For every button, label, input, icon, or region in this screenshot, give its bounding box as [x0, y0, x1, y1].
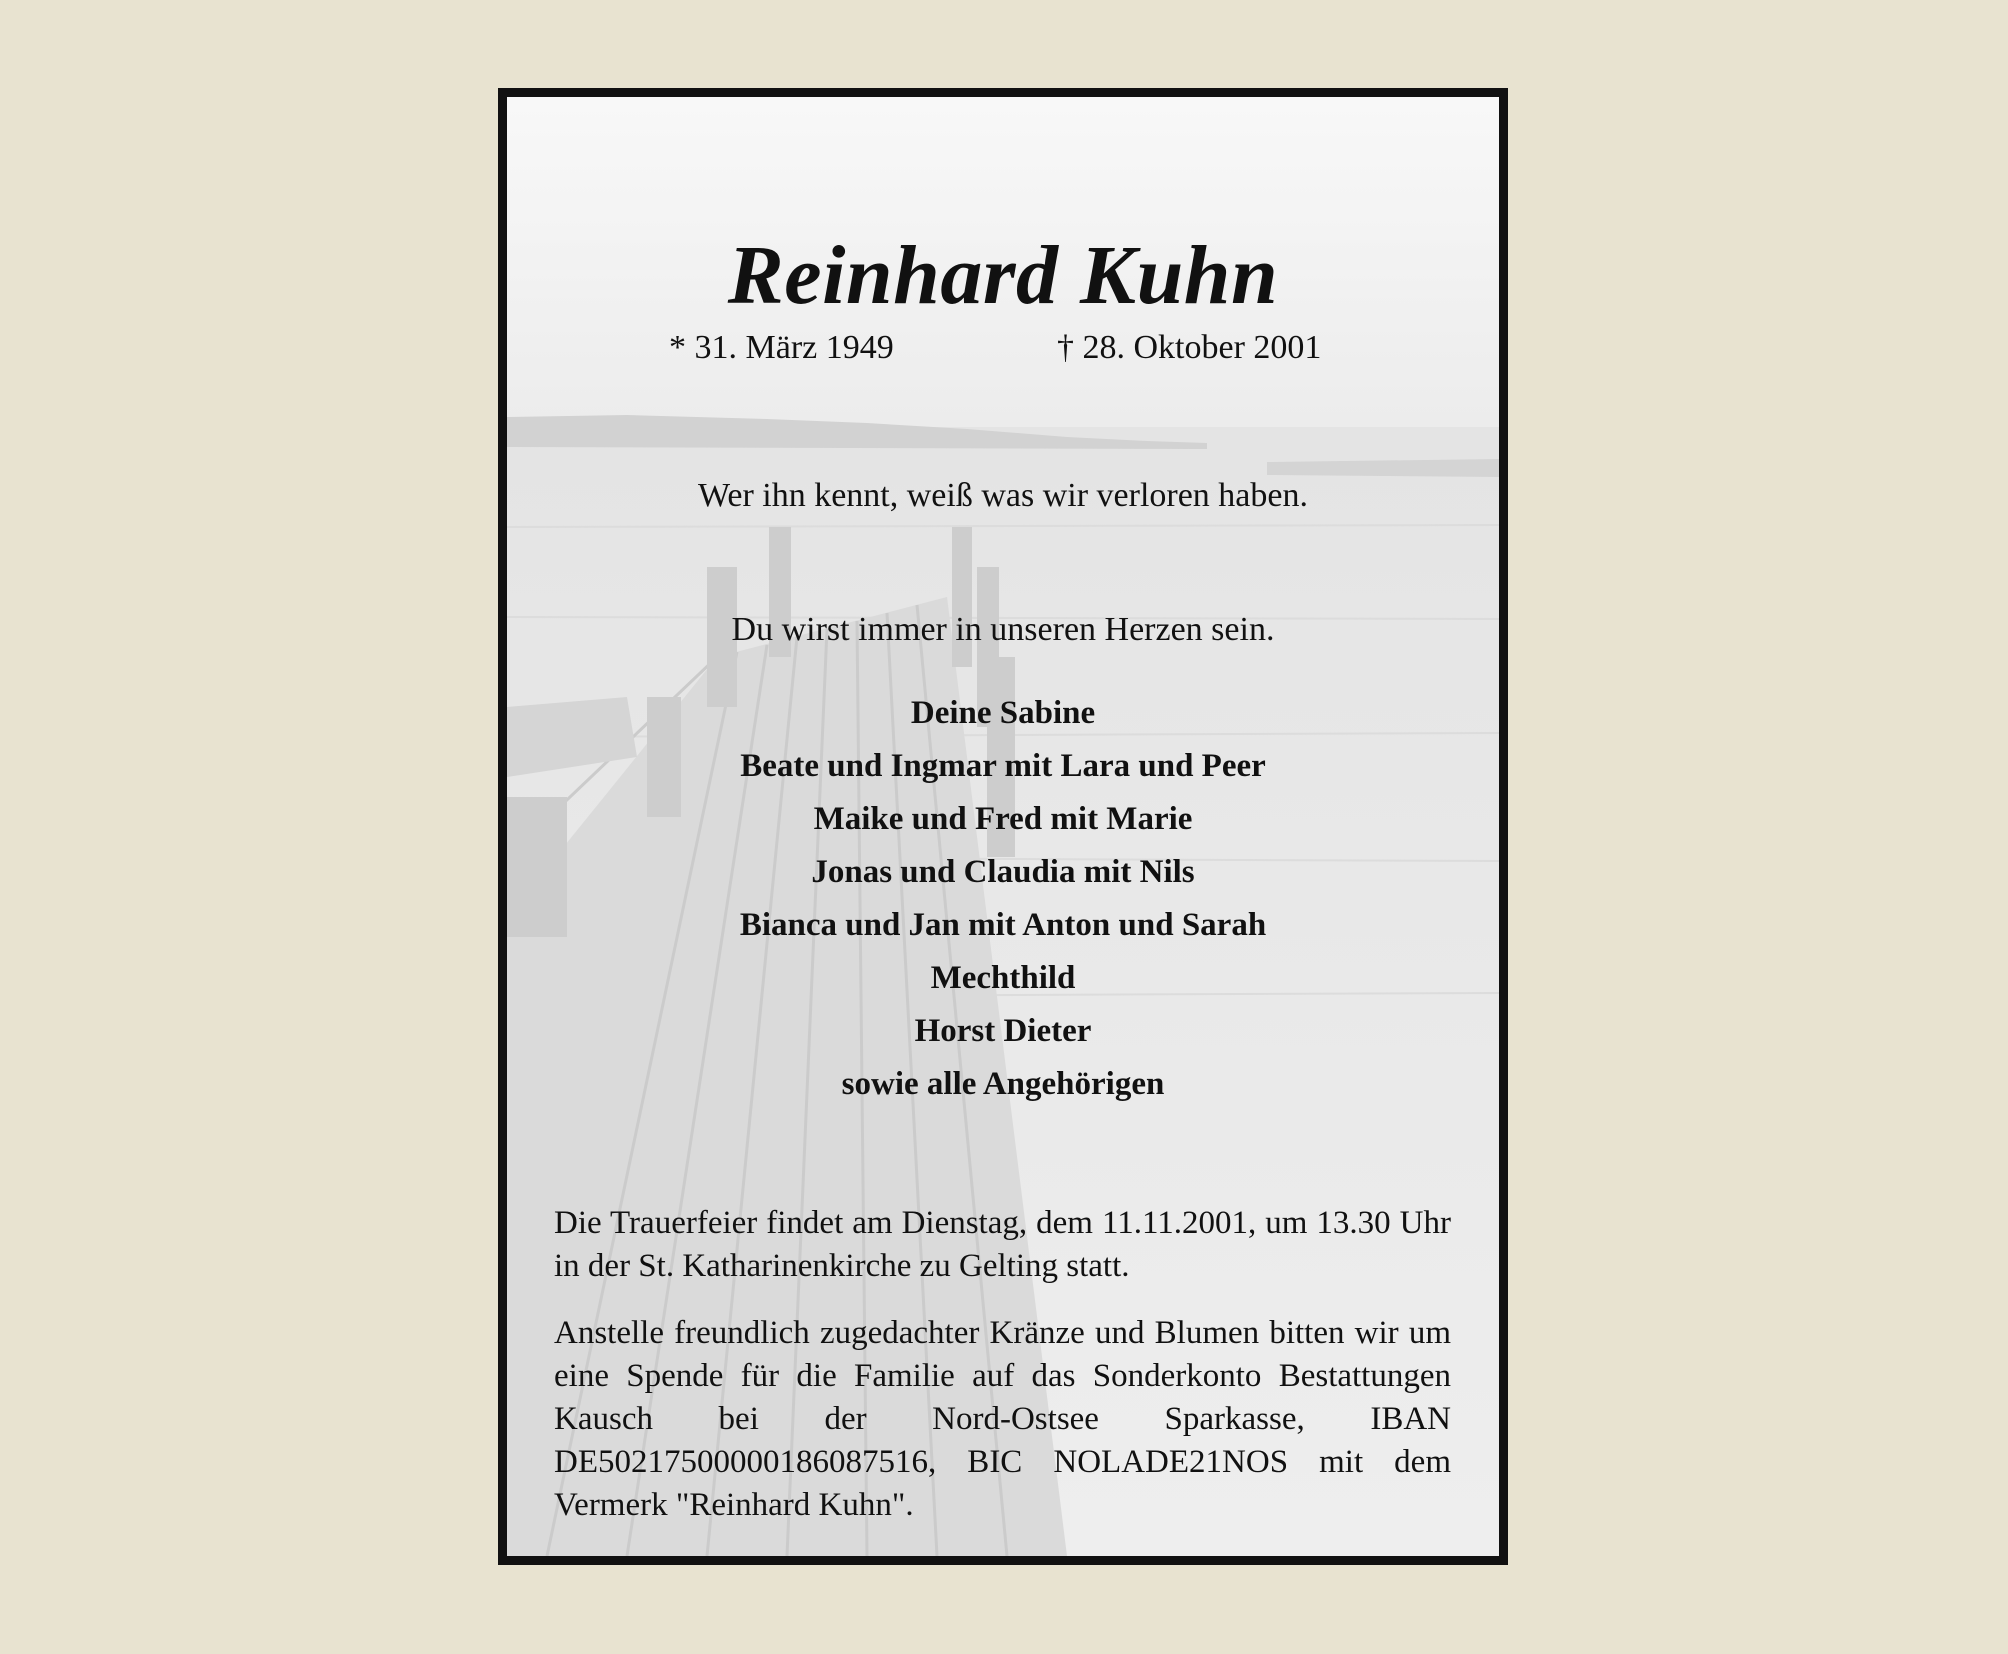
- memorial-quote: Wer ihn kennt, weiß was wir verloren haben.: [697, 477, 1308, 514]
- donation-text: Anstelle freundlich zugedachter Kränze und Blumen bitten wir um eine Spende für die Familie auf das Sonderkonto Bestattungen Kausch bei der Nord-Ostsee Sparkasse, IBAN DE50217500000186087516, BIC NOLADE21NOS mit dem Vermerk "Reinhard Kuhn".: [554, 1315, 1451, 1523]
- death-date: † 28. Oktober 2001: [1057, 329, 1322, 366]
- family-member: Jonas und Claudia mit Nils: [811, 854, 1195, 890]
- obituary-card: [498, 88, 1508, 1565]
- family-member: Beate und Ingmar mit Lara und Peer: [740, 748, 1266, 784]
- deceased-name: Reinhard Kuhn: [727, 229, 1279, 322]
- family-member: sowie alle Angehörigen: [841, 1066, 1165, 1102]
- family-member: Horst Dieter: [914, 1013, 1092, 1049]
- donation-info: [554, 1312, 1451, 1527]
- family-member: Deine Sabine: [910, 695, 1096, 731]
- family-member: Maike und Fred mit Marie: [813, 801, 1193, 837]
- farewell-line: Du wirst immer in unseren Herzen sein.: [731, 611, 1275, 648]
- family-member: Mechthild: [930, 960, 1076, 996]
- family-list: [507, 687, 1499, 1111]
- family-member: Bianca und Jan mit Anton und Sarah: [739, 907, 1267, 943]
- service-text: Die Trauerfeier findet am Dienstag, dem 11.11.2001, um 13.30 Uhr in der St. Katharinenkirche zu Gelting statt.: [554, 1205, 1451, 1284]
- obituary-content: [507, 97, 1499, 1556]
- birth-date: * 31. März 1949: [669, 329, 894, 366]
- service-info: [554, 1202, 1451, 1288]
